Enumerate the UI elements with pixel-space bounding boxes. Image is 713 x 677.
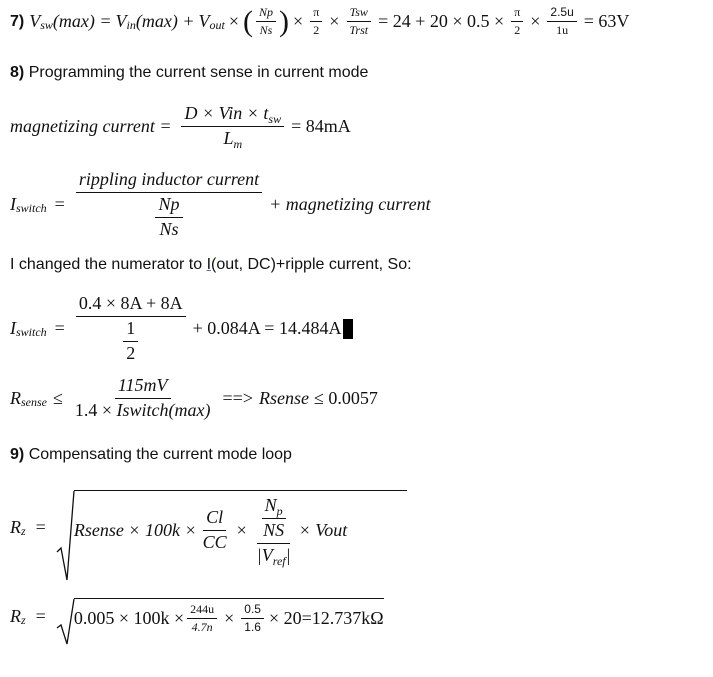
mag-den-text: L — [223, 127, 234, 148]
rsense-den-it: Iswitch(max) — [116, 399, 211, 420]
note-line — [10, 256, 412, 274]
note-after: (out, DC)+ripple current, So: — [211, 256, 412, 273]
rz1-eq: = — [35, 517, 46, 538]
eq7-trst: Trst — [349, 23, 369, 38]
isw1-lhs-sub: switch — [16, 201, 47, 216]
isw2-numerator: 0.4 × 8A + 8A — [76, 294, 186, 317]
rz1-np-sub: p — [276, 504, 283, 518]
rz1-vref-sub: ref — [272, 553, 286, 568]
rz2-times: × — [224, 608, 235, 629]
isw2-frac — [76, 294, 186, 363]
eq7-result: = 63V — [583, 11, 630, 32]
eq7-pi-frac-2 — [511, 6, 523, 37]
isw2-lhs: I — [10, 318, 16, 339]
note-before: I changed the numerator to — [10, 256, 207, 273]
rz1-np-text: N — [264, 495, 277, 515]
rz1-sqrt — [56, 490, 348, 568]
section-9-number: 9) — [10, 446, 25, 463]
eq7-times-2: × — [293, 11, 304, 32]
eq7-vin-arg: (max) + — [135, 11, 195, 32]
eq7-rparen: ) — [279, 4, 290, 38]
rz1-big-num — [257, 496, 290, 544]
section-8-number: 8) — [10, 64, 25, 81]
isw2-two: 2 — [126, 342, 136, 363]
rz1-cc: CC — [202, 532, 227, 553]
equation-iswitch-numeric — [10, 294, 353, 363]
eq7-t-num: 2.5u — [547, 6, 576, 22]
eq7-lhs: V — [29, 11, 41, 32]
eq7-vout-sub: out — [209, 18, 225, 33]
eq7-times-1: × — [228, 11, 240, 32]
rz1-cl-frac — [200, 508, 230, 553]
rz2-lhs-sub: z — [21, 612, 26, 627]
mag-den-sub: m — [233, 136, 243, 151]
eq7-np: Np — [256, 6, 276, 22]
eq7-pi: π — [310, 6, 322, 22]
rz1-times: × — [236, 520, 247, 541]
rz1-lhs: R — [10, 517, 21, 538]
rz1-pre: Rsense × 100k × — [73, 520, 197, 541]
isw1-inner-frac — [155, 195, 182, 240]
mag-lhs: magnetizing current = — [10, 115, 172, 136]
isw1-tail: + magnetizing current — [269, 194, 431, 215]
equation-7 — [10, 6, 629, 37]
rsense-rhs-it: Rsense — [259, 387, 309, 408]
rz1-cl: Cl — [203, 508, 226, 531]
mag-result: = 84mA — [291, 115, 351, 136]
isw1-numerator: rippling inductor current — [76, 170, 262, 193]
isw1-np: Np — [155, 195, 182, 218]
section-8-title: Programming the current sense in current mode — [28, 64, 369, 81]
rz2-frac-2 — [241, 603, 264, 634]
rsense-numerator: 115mV — [115, 376, 171, 399]
rz1-radicand — [73, 495, 348, 568]
rz1-vref-text: |V — [256, 544, 273, 565]
text-cursor — [343, 319, 353, 339]
rz2-sqrt — [56, 598, 384, 634]
eq7-vin-sub: in — [126, 18, 136, 33]
eq7-vin: V — [115, 11, 127, 32]
equation-magnetizing-current — [10, 104, 351, 149]
isw1-eq: = — [54, 194, 65, 215]
eq7-lhs-arg: (max) = — [52, 11, 112, 32]
rsense-denominator — [72, 399, 214, 421]
isw1-frac — [76, 170, 262, 239]
rz2-radicand — [74, 603, 384, 634]
mag-num-text: D × Vin × t — [184, 103, 269, 123]
rz2-pre: 0.005 × 100k × — [73, 608, 185, 629]
rz1-vref — [254, 544, 294, 566]
rz2-tail: × 20=12.737kΩ — [268, 608, 384, 629]
isw2-tail: + 0.084A = 14.484A — [192, 318, 342, 339]
isw1-lhs: I — [10, 194, 16, 215]
rz2-lhs: R — [10, 605, 21, 626]
eq7-two: 2 — [313, 23, 320, 38]
rz1-ns: NS — [263, 519, 285, 540]
sqrt-sign-icon-2 — [56, 598, 76, 646]
rz2-frac-1 — [187, 603, 217, 634]
eq7-tsw: Tsw — [347, 6, 371, 22]
isw1-denominator — [152, 193, 185, 240]
eq7-time-frac — [346, 6, 371, 37]
rz1-vref-close: | — [285, 544, 291, 565]
equation-rsense — [10, 376, 378, 421]
eq7-lhs-sub: sw — [40, 18, 53, 33]
rz2-f2-den: 1.6 — [244, 620, 261, 635]
rz1-tail: × Vout — [298, 520, 348, 541]
isw2-one: 1 — [123, 319, 138, 342]
rz1-lhs-sub: z — [21, 524, 26, 539]
eq7-ns: Ns — [259, 23, 273, 38]
mag-numerator — [181, 104, 284, 127]
isw2-lhs-sub: switch — [16, 325, 47, 340]
mag-num-sub: sw — [268, 112, 282, 126]
rsense-le: ≤ — [53, 387, 63, 408]
eq7-two-2: 2 — [514, 23, 521, 38]
isw1-ns: Ns — [159, 218, 179, 239]
rsense-arrow: ==> — [222, 387, 253, 408]
eq7-vout: V — [198, 11, 210, 32]
eq7-t-den: 1u — [556, 23, 569, 38]
eq7-lparen: ( — [243, 4, 254, 38]
section-8-heading — [10, 64, 368, 82]
eq7-pi-2: π — [511, 6, 523, 22]
rz2-f1-num: 244u — [187, 603, 217, 619]
eq7-times-4: × — [530, 11, 541, 32]
rz2-f2-num: 0.5 — [241, 603, 264, 619]
sqrt-sign-icon — [56, 490, 76, 582]
rsense-rhs: ≤ 0.0057 — [313, 387, 378, 408]
isw2-inner-frac — [123, 319, 138, 364]
rz1-np — [262, 496, 286, 519]
rsense-lhs: R — [10, 387, 21, 408]
section-9-heading — [10, 446, 292, 464]
section-9-title: Compensating the current mode loop — [28, 446, 292, 463]
eq7-label: 7) — [10, 12, 25, 30]
rsense-frac — [72, 376, 214, 421]
mag-frac — [181, 104, 284, 149]
equation-rz-numeric — [10, 598, 384, 634]
rz2-eq: = — [35, 605, 46, 626]
isw2-eq: = — [54, 318, 65, 339]
rz2-f1-den: 4.7n — [191, 620, 213, 635]
rz1-big-frac — [254, 495, 294, 568]
rsense-den-pre: 1.4 × — [74, 399, 117, 420]
note-link[interactable]: I — [206, 256, 212, 273]
rsense-lhs-sub: sense — [21, 394, 47, 409]
rz2-sqrt-overbar — [74, 598, 384, 599]
eq7-ratio-frac — [256, 6, 276, 37]
eq7-pi-frac — [310, 6, 322, 37]
rz1-n-frac — [260, 496, 287, 541]
isw2-denominator — [120, 317, 141, 364]
eq7-mid: = 24 + 20 × 0.5 × — [378, 11, 505, 32]
equation-rz-symbolic — [10, 490, 348, 568]
eq7-times-3: × — [329, 11, 340, 32]
equation-iswitch-symbolic — [10, 170, 431, 239]
eq7-t-frac — [547, 6, 576, 37]
rz1-sqrt-overbar — [74, 490, 407, 491]
mag-denominator — [220, 127, 245, 149]
